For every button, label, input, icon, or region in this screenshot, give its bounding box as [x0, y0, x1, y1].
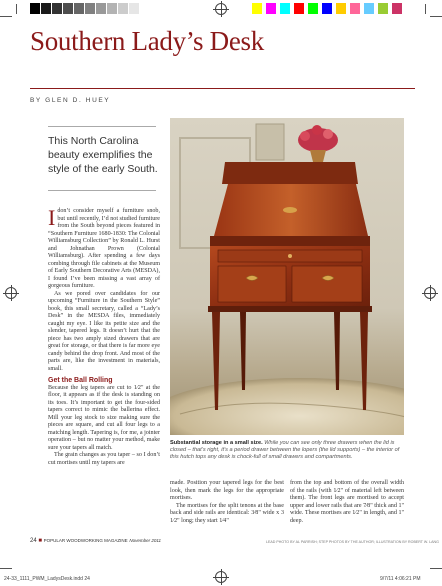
registration-mark-left: [5, 287, 17, 299]
proof-swatch: [378, 3, 388, 14]
article-title: Southern Lady’s Desk: [30, 26, 264, 56]
proof-swatch: [74, 3, 84, 14]
proof-swatch: [41, 3, 51, 14]
photo-credits: LEAD PHOTO BY AL PARRISH; STEP PHOTOS BY THE AUTHOR; ILLUSTRATION BY ROBERT W. LANG: [266, 540, 439, 544]
proof-swatch: [129, 3, 139, 14]
body-column-1: [48, 205, 160, 467]
drop-cap: I: [48, 205, 56, 230]
proof-swatch: [364, 3, 374, 14]
caption-text: While you can see only three drawers when the lid is closed – that’s right, it’s a period drawer between the lopers (the lid supports) – the interior of this hutch tops any desk is chock-full of small drawers and compartments.: [170, 440, 400, 460]
crop-mark: [0, 16, 12, 17]
article-byline: BY GLEN D. HUEY: [30, 97, 111, 104]
desk-photo: [170, 118, 404, 435]
crop-mark: [430, 16, 442, 17]
body-paragraph: made. Position your tapered legs for the best look, then mark the legs for the appropriate mortises.: [170, 480, 284, 501]
section-subhead: Get the Ball Rolling: [48, 377, 113, 384]
proof-swatch: [96, 3, 106, 14]
body-column-3: [290, 480, 404, 525]
magazine-name: POPULAR WOODWORKING MAGAZINE: [43, 538, 128, 543]
page-footer: [30, 538, 161, 544]
caption-lead: Substantial storage in a small size.: [170, 440, 263, 446]
body-paragraph: from the top and bottom of the overall width of the rails (with 1⁄2" of material left between them). The front legs are mortised to accept upper and lower rails that are 7⁄8" thick and 1" wide. These mortises are 1⁄2" in length, and 1" deep.: [290, 480, 404, 524]
deck-rule-bottom: [48, 190, 156, 191]
registration-mark-right: [424, 287, 436, 299]
crop-mark: [16, 4, 17, 14]
proof-swatch: [252, 3, 262, 14]
proof-swatch: [118, 3, 128, 14]
page-number: 24: [30, 538, 37, 544]
title-rule: [30, 88, 415, 89]
proof-swatch: [322, 3, 332, 14]
proof-swatch: [308, 3, 318, 14]
crop-mark: [0, 568, 12, 569]
proof-swatch: [336, 3, 346, 14]
proof-swatch: [392, 3, 402, 14]
body-paragraph: don’t consider myself a furniture snob, but until recently, I’d not studied furniture from the South beyond pieces featured in “Southern Furniture 1680-1830: The Colonial Williamsburg Collection” by Ronald L. Hurst and Johnathan Prown (Colonial Williamsburg). After spending a few days combing through file cabinets at the Museum of Early Southern Decorative Arts (MESDA), I found I’ve been missing a vast array of gorgeous furniture.: [48, 208, 160, 289]
proof-swatch: [52, 3, 62, 14]
print-timestamp: 9/7/11 4:06:21 PM: [380, 576, 421, 582]
file-slug: 24-33_1111_PWM_LadysDesk.indd 24: [4, 576, 90, 582]
proof-swatch: [107, 3, 117, 14]
registration-mark-bottom: [215, 571, 227, 583]
desk-illustration: [170, 118, 404, 435]
proof-swatch: [294, 3, 304, 14]
body-paragraph: As we pored over candidates for our upcoming “Furniture in the Southern Style” book, this small secretary, called a “Lady’s Desk” in the MESDA files, immediately caught my eye. I like its petite size and the slender, tapered legs. It doesn’t hurt that the piece has two amply sized drawers that are great for storage, or that there is far more eye candy behind the drop front. And most of the parts are, like the investment in materials, small.: [48, 290, 160, 372]
proof-swatch: [350, 3, 360, 14]
proof-swatch: [140, 3, 150, 14]
body-column-2: [170, 480, 284, 525]
photo-caption: [170, 440, 406, 461]
proof-swatch: [280, 3, 290, 14]
crop-mark: [425, 4, 426, 14]
footer-separator-icon: ■: [38, 538, 42, 544]
crop-mark: [430, 568, 442, 569]
proof-swatch: [266, 3, 276, 14]
proof-swatch: [63, 3, 73, 14]
issue-date: November 2011: [129, 538, 162, 543]
body-paragraph: The grain changes as you taper – so I don’t cut mortises until my tapers are: [48, 452, 160, 466]
registration-mark-top: [215, 3, 227, 15]
proof-swatch: [30, 3, 40, 14]
proof-swatch: [85, 3, 95, 14]
body-paragraph: Because the leg tapers are cut to 1⁄2" at the floor, it appears as if the desk is standing on its toes. It’s important to get the four-sided tapers correct to mimic the ballerina effect. Mill your leg stock to size making sure the pieces are square, and cut all four legs to a matching length. Tapering is, for me, a jointer operation – but no matter your method, make sure your tapers all match.: [48, 384, 160, 451]
deck-rule-top: [48, 126, 156, 127]
article-deck: This North Carolina beauty exemplifies the style of the early South.: [48, 135, 158, 175]
body-paragraph: The mortises for the split tenons at the base back and side rails are identical: 3⁄8" wide x 3 1⁄2" long; they start 1⁄4": [170, 502, 284, 524]
